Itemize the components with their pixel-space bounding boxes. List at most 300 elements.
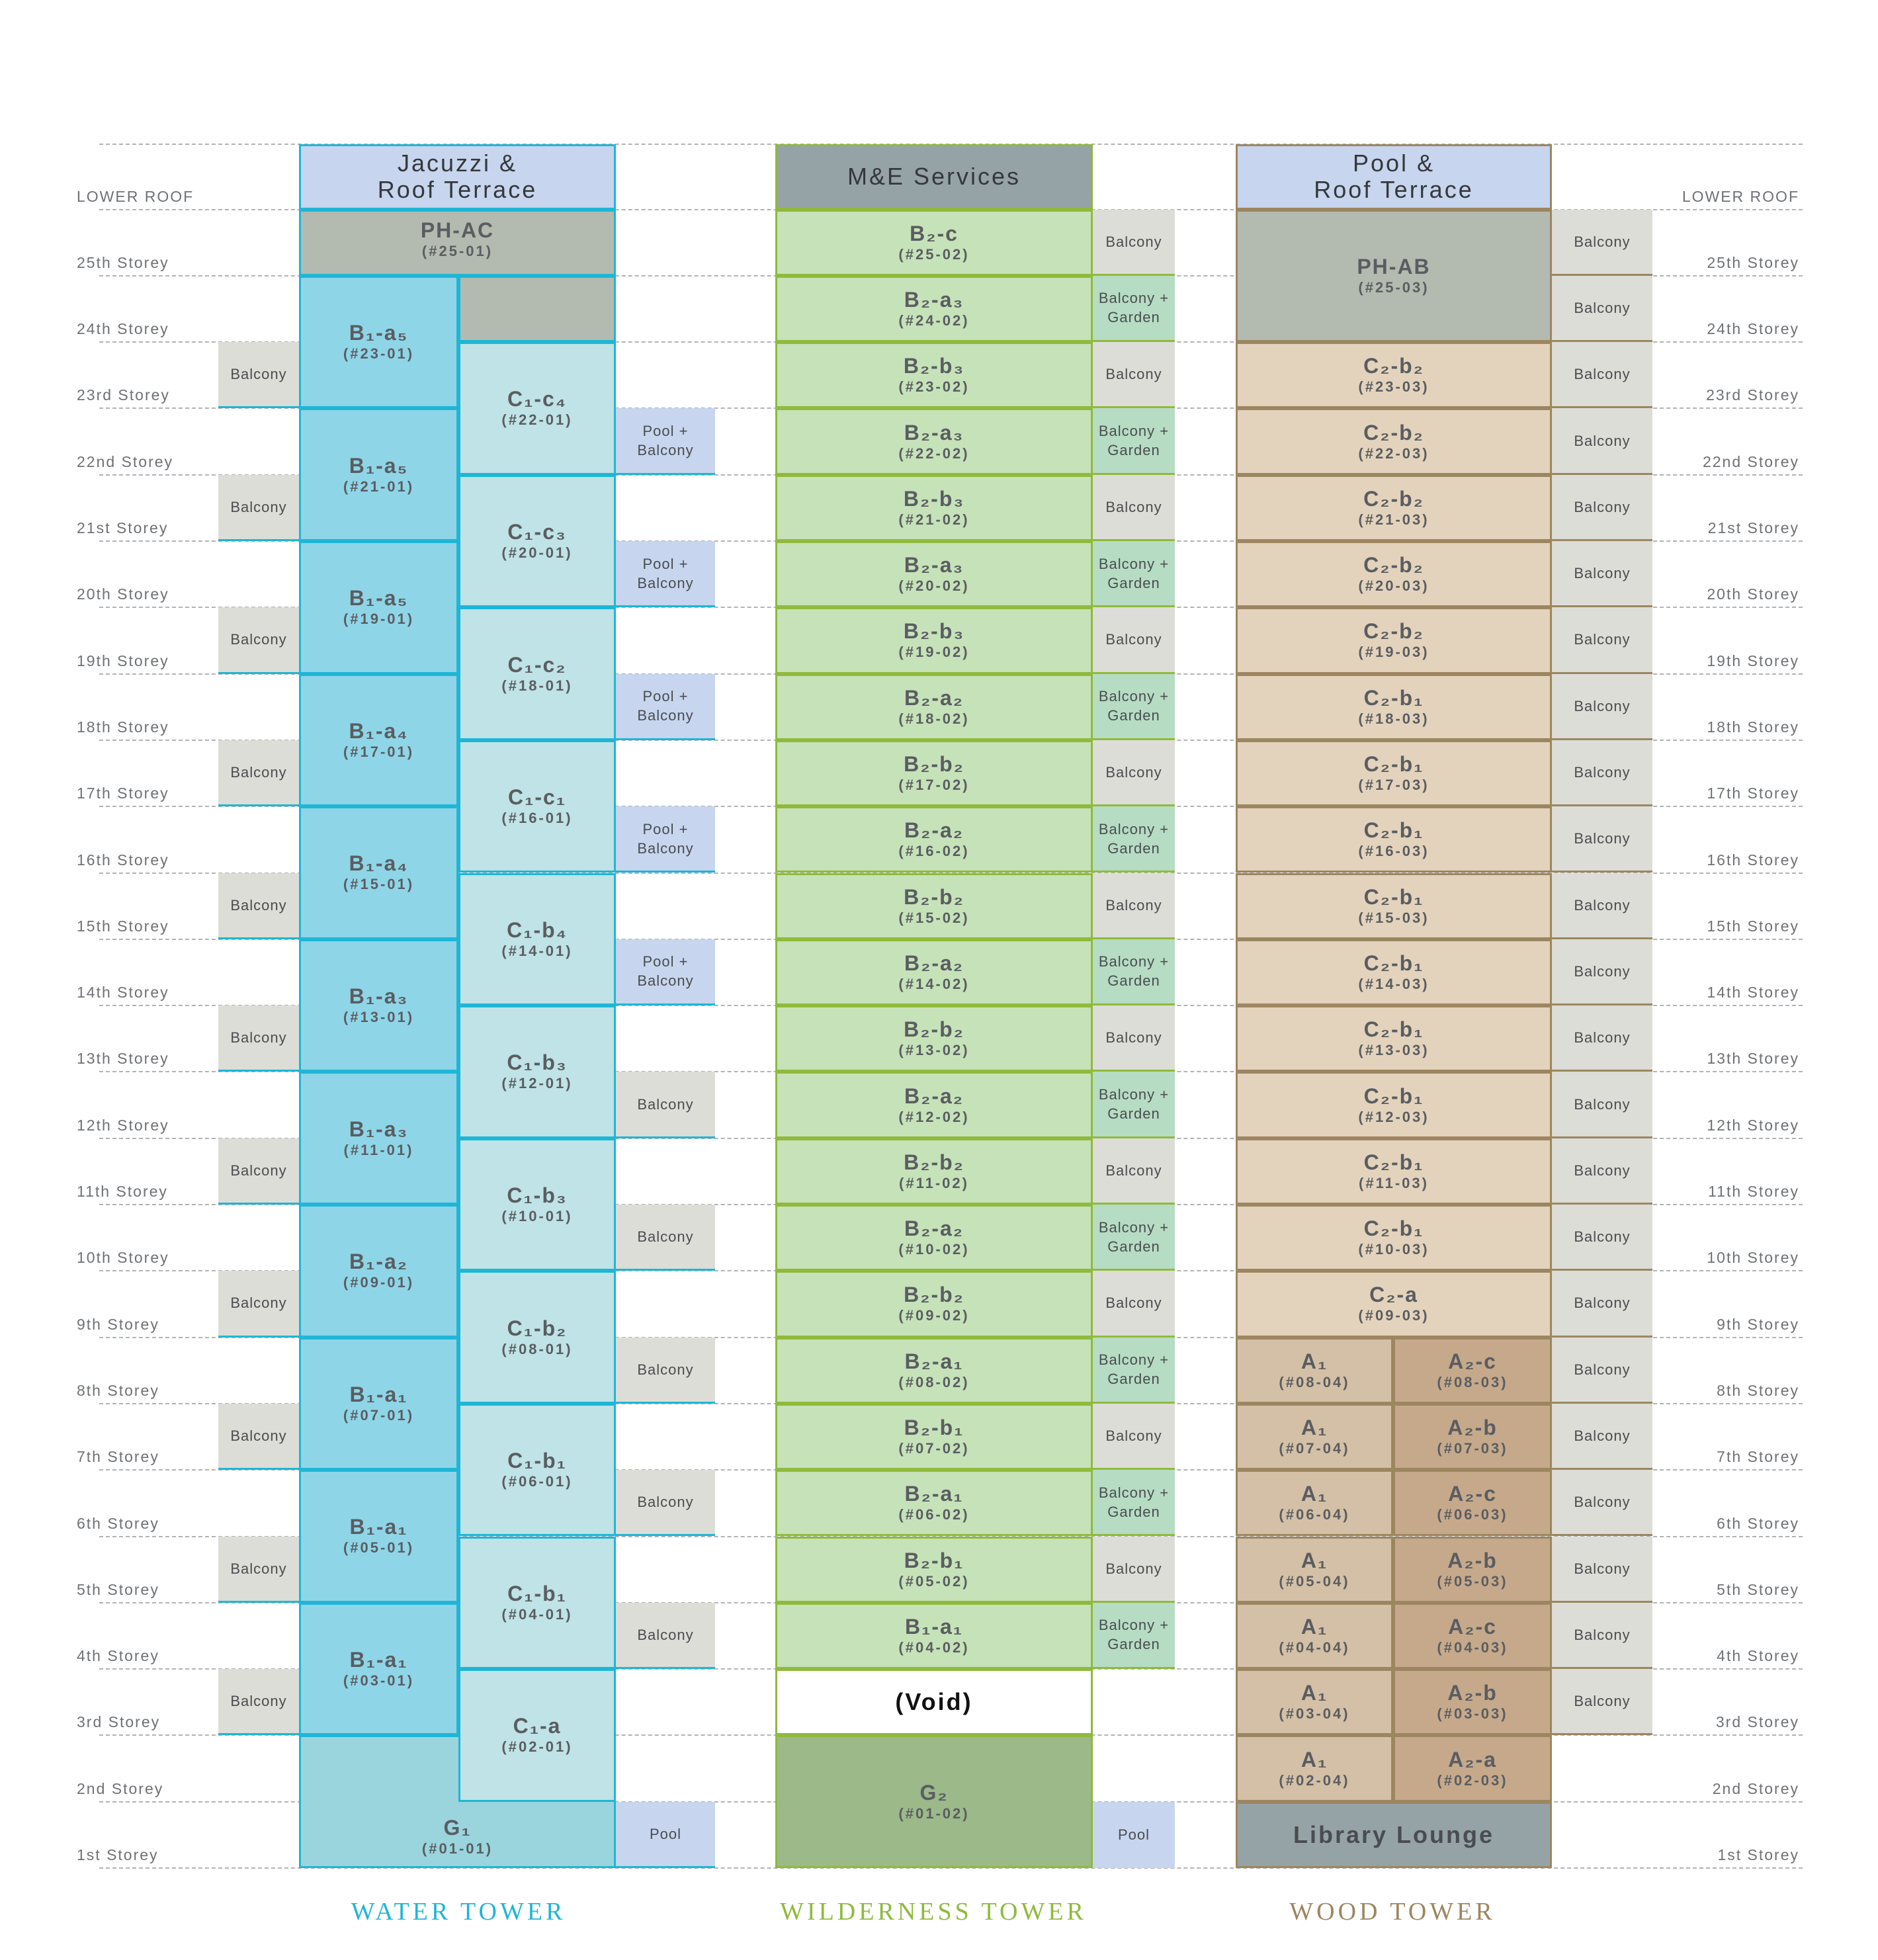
- wilderness-unit: [775, 541, 1093, 607]
- storey-label-right: 22nd Storey: [1702, 452, 1799, 470]
- side-label: Balcony + Garden: [1098, 1086, 1170, 1123]
- unit-number: (#15-02): [898, 909, 970, 926]
- unit-code: B₂-a₃: [904, 420, 964, 445]
- wood-unit-c: [1236, 541, 1552, 607]
- unit-number: (#13-03): [1358, 1042, 1430, 1059]
- roof-label: M&E Services: [847, 163, 1021, 191]
- unit-code: B₁-a₁: [349, 1382, 408, 1406]
- side-label: Pool + Balcony: [637, 555, 694, 591]
- water-right-outdoor: [616, 1802, 715, 1868]
- wilderness-unit: [775, 607, 1093, 673]
- wood-unit-c: [1236, 607, 1552, 673]
- storey-label-right: 10th Storey: [1707, 1249, 1799, 1267]
- wood-unit-c: [1236, 939, 1552, 1005]
- storey-label-right: 4th Storey: [1717, 1647, 1799, 1665]
- unit-code: C₁-b₃: [507, 1050, 568, 1075]
- wilderness-me-services: [775, 144, 1093, 210]
- wood-balcony: [1552, 276, 1652, 342]
- unit-number: (#08-04): [1279, 1373, 1350, 1390]
- side-label: Balcony: [1574, 1494, 1631, 1511]
- water-right-outdoor: [616, 1338, 715, 1404]
- wood-balcony: [1552, 475, 1652, 541]
- wood-unit-a1: [1236, 1338, 1393, 1404]
- unit-number: (#09-02): [898, 1307, 970, 1324]
- unit-code: B₁-a₁: [904, 1614, 964, 1639]
- unit-code: C₁-c₁: [507, 785, 567, 810]
- unit-code: B₂-b₂: [904, 1017, 964, 1042]
- unit-number: (#11-03): [1359, 1174, 1429, 1191]
- unit-number: (#17-02): [898, 777, 970, 794]
- wood-unit-a2: [1393, 1404, 1552, 1470]
- wilderness-outdoor: [1093, 1072, 1175, 1138]
- storey-label-right: 23rd Storey: [1706, 386, 1799, 404]
- unit-code: B₂-b₂: [904, 1283, 964, 1307]
- storey-label-left: 21st Storey: [77, 519, 169, 536]
- side-label: Balcony: [1105, 1162, 1162, 1179]
- water-unit-b: [299, 939, 458, 1072]
- side-label: Balcony: [1105, 498, 1162, 515]
- side-label: Balcony: [1105, 896, 1162, 914]
- wood-unit-c: [1236, 342, 1552, 408]
- unit-code: B₂-a₂: [904, 685, 964, 710]
- wood-unit-c: [1236, 1005, 1552, 1072]
- water-right-outdoor: [616, 1603, 715, 1669]
- side-label: Balcony: [1574, 830, 1631, 847]
- unit-code: B₁-a₁: [349, 1648, 408, 1672]
- water-unit-b: [299, 1603, 458, 1736]
- storey-label-left: 18th Storey: [77, 718, 169, 736]
- unit-code: C₂-b₂: [1363, 619, 1424, 644]
- unit-number: (#13-01): [343, 1009, 415, 1026]
- water-unit-c: [458, 1138, 616, 1271]
- side-label: Balcony + Garden: [1098, 555, 1170, 591]
- water-unit-c: [458, 1537, 616, 1670]
- storey-label-right: 14th Storey: [1707, 984, 1799, 1001]
- water-unit-b: [299, 1205, 458, 1338]
- unit-code: B₁-a₃: [349, 1117, 409, 1141]
- unit-number: (#01-01): [421, 1840, 493, 1857]
- side-label: Balcony + Garden: [1098, 1617, 1170, 1653]
- unit-number: (#16-01): [501, 810, 573, 827]
- unit-code: A₂-c: [1448, 1349, 1497, 1373]
- unit-number: (#07-02): [898, 1440, 970, 1457]
- unit-number: (#10-03): [1358, 1241, 1430, 1258]
- side-label: Balcony: [1574, 1228, 1631, 1246]
- wilderness-void: [775, 1669, 1093, 1735]
- side-label: Pool + Balcony: [637, 953, 694, 990]
- wilderness-unit: [775, 1271, 1093, 1337]
- storey-label-left: 9th Storey: [77, 1315, 159, 1333]
- wilderness-unit: [775, 806, 1093, 873]
- wilderness-outdoor: [1093, 674, 1175, 740]
- unit-code: A₁: [1301, 1747, 1328, 1771]
- wilderness-outdoor: [1093, 1338, 1175, 1404]
- unit-number: (#24-02): [898, 312, 970, 329]
- unit-code: C₂-b₁: [1363, 1216, 1424, 1241]
- storey-label-right: 13th Storey: [1707, 1050, 1799, 1068]
- wood-unit-c: [1236, 475, 1552, 541]
- unit-number: (#20-01): [501, 544, 573, 561]
- water-unit-b: [299, 1470, 458, 1603]
- water-unit-c: [458, 740, 616, 873]
- water-unit-c: [458, 607, 616, 740]
- storey-label-left: 14th Storey: [77, 984, 169, 1001]
- wood-balcony: [1552, 210, 1652, 276]
- water-right-outdoor: [616, 806, 715, 873]
- unit-number: (#14-01): [501, 942, 573, 959]
- storey-label-left: 11th Storey: [77, 1183, 168, 1200]
- unit-code: B₂-a₂: [904, 1084, 964, 1108]
- unit-code: B₂-b₃: [903, 486, 965, 511]
- unit-number: (#25-03): [1358, 278, 1430, 296]
- unit-number: (#23-03): [1358, 378, 1430, 396]
- wilderness-outdoor: [1093, 873, 1175, 939]
- storey-label-left: 10th Storey: [77, 1249, 169, 1267]
- side-label: Balcony: [1105, 1029, 1162, 1046]
- unit-code: B₂-b₂: [904, 884, 964, 909]
- unit-code: B₁-a₅: [349, 453, 409, 478]
- water-unit-b: [299, 1072, 458, 1205]
- wood-unit-a2: [1393, 1470, 1552, 1536]
- unit-code: C₂-b₁: [1363, 951, 1424, 975]
- wood-unit-c: [1236, 873, 1552, 939]
- unit-number: (#18-02): [898, 710, 970, 727]
- unit-number: (#03-01): [343, 1672, 415, 1689]
- side-label: Balcony: [1574, 1295, 1631, 1312]
- storey-label-left: 22nd Storey: [77, 452, 174, 470]
- storey-label-left: 3rd Storey: [77, 1713, 161, 1731]
- unit-code: C₁-c₃: [507, 519, 567, 544]
- unit-number: (#25-02): [898, 245, 970, 263]
- unit-number: (#23-02): [898, 378, 970, 396]
- unit-number: (#04-02): [898, 1639, 970, 1656]
- storey-label-left: 5th Storey: [77, 1580, 159, 1598]
- side-label: Balcony: [1574, 1427, 1631, 1445]
- storey-label-right: 2nd Storey: [1712, 1779, 1799, 1797]
- storey-label-left: 1st Storey: [77, 1846, 159, 1863]
- unit-code: C₂-a: [1369, 1283, 1418, 1307]
- water-left-balcony: [218, 1138, 299, 1205]
- storey-label-left: 25th Storey: [77, 253, 169, 271]
- unit-number: (#17-03): [1358, 777, 1430, 794]
- side-label: Balcony + Garden: [1098, 953, 1170, 990]
- water-unit-c: [458, 1005, 616, 1138]
- unit-code: A₁: [1301, 1681, 1328, 1705]
- unit-number: (#01-02): [898, 1805, 970, 1822]
- storey-label-right: 8th Storey: [1717, 1381, 1799, 1399]
- unit-code: C₁-c₂: [507, 652, 567, 677]
- wilderness-outdoor: [1093, 1603, 1175, 1669]
- wood-balcony: [1552, 1338, 1652, 1404]
- water-left-balcony: [218, 1669, 299, 1735]
- side-label: Balcony + Garden: [1098, 820, 1170, 857]
- water-left-balcony: [218, 475, 299, 541]
- wilderness-outdoor: [1093, 806, 1175, 873]
- storey-label-left: 16th Storey: [77, 851, 169, 869]
- water-unit-c: [458, 1404, 616, 1537]
- wood-unit-c: [1236, 408, 1552, 474]
- unit-code: C₁-a: [513, 1714, 562, 1738]
- water-left-balcony: [218, 1005, 299, 1072]
- side-label: Balcony + Garden: [1098, 290, 1170, 326]
- wilderness-tower-title: WILDERNESS TOWER: [780, 1898, 1087, 1926]
- unit-number: (#11-02): [899, 1174, 969, 1191]
- unit-code: B₂-b₁: [904, 1416, 964, 1440]
- wilderness-outdoor: [1093, 1138, 1175, 1205]
- wood-library-lounge: [1236, 1802, 1552, 1868]
- water-right-outdoor: [616, 541, 715, 607]
- water-unit-b: [299, 408, 458, 541]
- unit-number: (#19-02): [898, 644, 970, 661]
- wilderness-unit: [775, 210, 1093, 276]
- storey-label-left: 6th Storey: [77, 1514, 159, 1532]
- side-label: Balcony: [1574, 896, 1631, 914]
- unit-number: (#06-03): [1437, 1506, 1508, 1523]
- side-label: Balcony: [230, 1162, 287, 1179]
- unit-code: A₁: [1301, 1482, 1328, 1506]
- wood-roof-terrace: [1236, 144, 1552, 210]
- wilderness-unit: [775, 475, 1093, 541]
- water-unit-b: [299, 806, 458, 939]
- storey-label-left: 20th Storey: [77, 585, 169, 603]
- side-label: Balcony: [1574, 565, 1631, 582]
- water-unit-c: [458, 342, 616, 475]
- library-label: Library Lounge: [1293, 1820, 1495, 1848]
- storey-label-left: 7th Storey: [77, 1448, 159, 1466]
- wood-unit-c: [1236, 1138, 1552, 1205]
- unit-code: B₁-a₃: [349, 984, 409, 1009]
- wilderness-unit: [775, 1072, 1093, 1138]
- water-right-outdoor: [616, 939, 715, 1005]
- water-left-balcony: [218, 1537, 299, 1603]
- wilderness-unit: [775, 1470, 1093, 1536]
- unit-code: C₂-b₁: [1363, 818, 1424, 843]
- storey-label-right: 21st Storey: [1707, 519, 1799, 536]
- side-label: Balcony + Garden: [1098, 1351, 1170, 1388]
- side-label: Balcony: [1105, 366, 1162, 383]
- storey-label-right: 3rd Storey: [1715, 1713, 1799, 1731]
- unit-number: (#23-01): [343, 345, 415, 362]
- lower-roof-label-left: LOWER ROOF: [77, 187, 194, 205]
- unit-number: (#02-01): [501, 1738, 573, 1756]
- unit-code: C₁-b₁: [507, 1581, 567, 1605]
- storey-label-left: 2nd Storey: [77, 1779, 164, 1797]
- unit-code: C₂-b₁: [1363, 752, 1424, 777]
- side-label: Balcony: [1574, 366, 1631, 383]
- unit-code: C₂-b₁: [1363, 1150, 1424, 1174]
- unit-code: B₁-a₂: [349, 1250, 408, 1274]
- side-label: Balcony: [1105, 1560, 1162, 1577]
- side-label: Balcony: [1574, 1361, 1631, 1378]
- roof-label: Jacuzzi & Roof Terrace: [377, 149, 538, 204]
- wood-unit-a2: [1393, 1338, 1552, 1404]
- unit-number: (#16-02): [898, 843, 970, 860]
- storey-label-right: 6th Storey: [1717, 1514, 1799, 1532]
- lower-roof-label-right: LOWER ROOF: [1682, 187, 1799, 205]
- side-label: Balcony: [1574, 962, 1631, 980]
- unit-number: (#02-04): [1279, 1771, 1350, 1789]
- wood-balcony: [1552, 674, 1652, 740]
- wilderness-outdoor: [1093, 276, 1175, 342]
- side-label: Balcony: [1105, 764, 1162, 781]
- wilderness-outdoor: [1093, 1271, 1175, 1337]
- side-label: Balcony: [1574, 631, 1631, 648]
- side-label: Balcony: [230, 1427, 287, 1445]
- unit-number: (#04-01): [501, 1605, 573, 1623]
- water-tower-title: WATER TOWER: [351, 1898, 566, 1926]
- wood-balcony: [1552, 740, 1652, 806]
- unit-code: B₂-a₂: [904, 818, 964, 843]
- storey-label-left: 19th Storey: [77, 652, 169, 669]
- storey-label-right: 20th Storey: [1707, 585, 1799, 603]
- side-label: Balcony: [1574, 1560, 1631, 1577]
- storey-label-right: 5th Storey: [1717, 1580, 1799, 1598]
- side-label: Balcony: [230, 764, 287, 781]
- unit-number: (#22-03): [1358, 445, 1430, 462]
- wilderness-unit: [775, 674, 1093, 740]
- wood-balcony: [1552, 1072, 1652, 1138]
- unit-code: C₁-b₂: [507, 1316, 568, 1340]
- side-label: Pool: [1117, 1826, 1150, 1844]
- void-label: (Void): [895, 1688, 973, 1716]
- storey-label-left: 12th Storey: [77, 1116, 169, 1134]
- wood-balcony: [1552, 1404, 1652, 1470]
- storey-label-left: 24th Storey: [77, 320, 169, 338]
- unit-code: B₂-a₁: [904, 1349, 964, 1373]
- wilderness-unit: [775, 276, 1093, 342]
- water-right-outdoor: [616, 1205, 715, 1271]
- unit-number: (#11-01): [343, 1141, 414, 1158]
- unit-number: (#16-03): [1358, 843, 1430, 860]
- side-label: Balcony: [230, 1295, 287, 1312]
- wilderness-outdoor: [1093, 1005, 1175, 1072]
- unit-code: G₂: [919, 1780, 949, 1805]
- storey-label-right: 18th Storey: [1707, 718, 1799, 736]
- water-unit-c: [458, 1669, 616, 1802]
- wood-balcony: [1552, 1271, 1652, 1337]
- storey-label-right: 16th Storey: [1707, 851, 1799, 869]
- unit-code: A₁: [1301, 1548, 1328, 1572]
- side-label: Balcony: [1574, 1693, 1631, 1710]
- side-label: Balcony: [1105, 233, 1162, 250]
- side-label: Balcony: [1574, 1029, 1631, 1046]
- wilderness-outdoor: [1093, 939, 1175, 1005]
- unit-number: (#07-04): [1279, 1440, 1350, 1457]
- wood-balcony: [1552, 1669, 1652, 1735]
- unit-number: (#10-02): [898, 1241, 970, 1258]
- unit-code: B₂-a₃: [904, 553, 964, 577]
- wood-balcony: [1552, 806, 1652, 873]
- wilderness-outdoor: [1093, 1404, 1175, 1470]
- water-left-balcony: [218, 740, 299, 806]
- unit-number: (#21-03): [1358, 511, 1430, 528]
- side-label: Balcony: [637, 1228, 694, 1246]
- unit-code: B₂-b₃: [903, 619, 965, 644]
- unit-number: (#09-03): [1358, 1307, 1430, 1324]
- unit-number: (#15-03): [1358, 909, 1430, 926]
- side-label: Balcony: [230, 366, 287, 383]
- wilderness-outdoor: [1093, 342, 1175, 408]
- side-label: Balcony: [1105, 1295, 1162, 1312]
- unit-number: (#07-01): [343, 1406, 415, 1424]
- water-penthouse-lower: [458, 276, 616, 342]
- wood-unit-c: [1236, 674, 1552, 740]
- unit-code: C₂-b₁: [1363, 685, 1424, 710]
- side-label: Pool: [649, 1825, 682, 1842]
- side-label: Balcony: [637, 1626, 694, 1643]
- unit-number: (#18-01): [501, 677, 573, 694]
- wilderness-unit: [775, 408, 1093, 474]
- unit-number: (#04-04): [1279, 1639, 1350, 1656]
- unit-code: B₁-a₄: [349, 718, 409, 743]
- unit-code: A₁: [1301, 1349, 1328, 1373]
- unit-number: (#25-01): [421, 242, 493, 259]
- wilderness-outdoor: [1093, 408, 1175, 474]
- wilderness-unit: [775, 1603, 1093, 1669]
- unit-number: (#07-03): [1437, 1440, 1508, 1457]
- wilderness-unit: [775, 1138, 1093, 1205]
- unit-code: PH-AB: [1357, 254, 1431, 278]
- water-left-balcony: [218, 1271, 299, 1337]
- side-label: Balcony: [1574, 432, 1631, 449]
- storey-label-right: 7th Storey: [1717, 1448, 1799, 1466]
- unit-code: C₂-b₂: [1363, 553, 1424, 577]
- storey-label-left: 13th Storey: [77, 1050, 169, 1068]
- wood-tower-title: WOOD TOWER: [1289, 1898, 1496, 1926]
- side-label: Balcony + Garden: [1098, 423, 1170, 459]
- unit-code: B₁-a₅: [349, 586, 409, 611]
- wilderness-outdoor: [1093, 475, 1175, 541]
- water-unit-c: [458, 475, 616, 608]
- wood-balcony: [1552, 873, 1652, 939]
- side-label: Balcony: [230, 1029, 287, 1046]
- unit-code: A₂-c: [1448, 1482, 1497, 1506]
- side-label: Balcony: [230, 1560, 287, 1577]
- wilderness-outdoor: [1093, 740, 1175, 806]
- wood-balcony: [1552, 1138, 1652, 1205]
- wilderness-outdoor: [1093, 607, 1175, 673]
- unit-code: B₂-b₁: [904, 1548, 964, 1572]
- side-label: Balcony + Garden: [1098, 1484, 1170, 1520]
- unit-number: (#09-01): [343, 1274, 415, 1291]
- unit-code: A₁: [1301, 1614, 1328, 1639]
- unit-code: C₂-b₂: [1363, 420, 1424, 445]
- side-label: Balcony: [1105, 1427, 1162, 1445]
- side-label: Balcony: [1574, 1162, 1631, 1179]
- roof-label: Pool & Roof Terrace: [1314, 149, 1474, 204]
- water-unit-b: [299, 674, 458, 807]
- unit-code: B₂-b₂: [904, 752, 964, 777]
- storey-label-left: 23rd Storey: [77, 386, 170, 404]
- wilderness-outdoor: [1093, 1205, 1175, 1271]
- wilderness-pool: [1093, 1802, 1175, 1868]
- unit-number: (#02-03): [1437, 1771, 1508, 1789]
- wilderness-outdoor: [1093, 1537, 1175, 1603]
- storey-label-right: 19th Storey: [1707, 652, 1799, 669]
- water-left-balcony: [218, 1404, 299, 1470]
- wood-unit-a1: [1236, 1735, 1393, 1801]
- wood-unit-a2: [1393, 1669, 1552, 1735]
- side-label: Pool + Balcony: [637, 820, 694, 857]
- wilderness-unit: [775, 1338, 1093, 1404]
- wood-balcony: [1552, 408, 1652, 474]
- water-roof-terrace: [299, 144, 616, 210]
- unit-code: C₂-b₁: [1363, 1017, 1424, 1042]
- wood-balcony: [1552, 1005, 1652, 1072]
- water-right-outdoor: [616, 408, 715, 474]
- unit-code: A₂-b: [1447, 1416, 1498, 1440]
- unit-number: (#22-02): [898, 445, 970, 462]
